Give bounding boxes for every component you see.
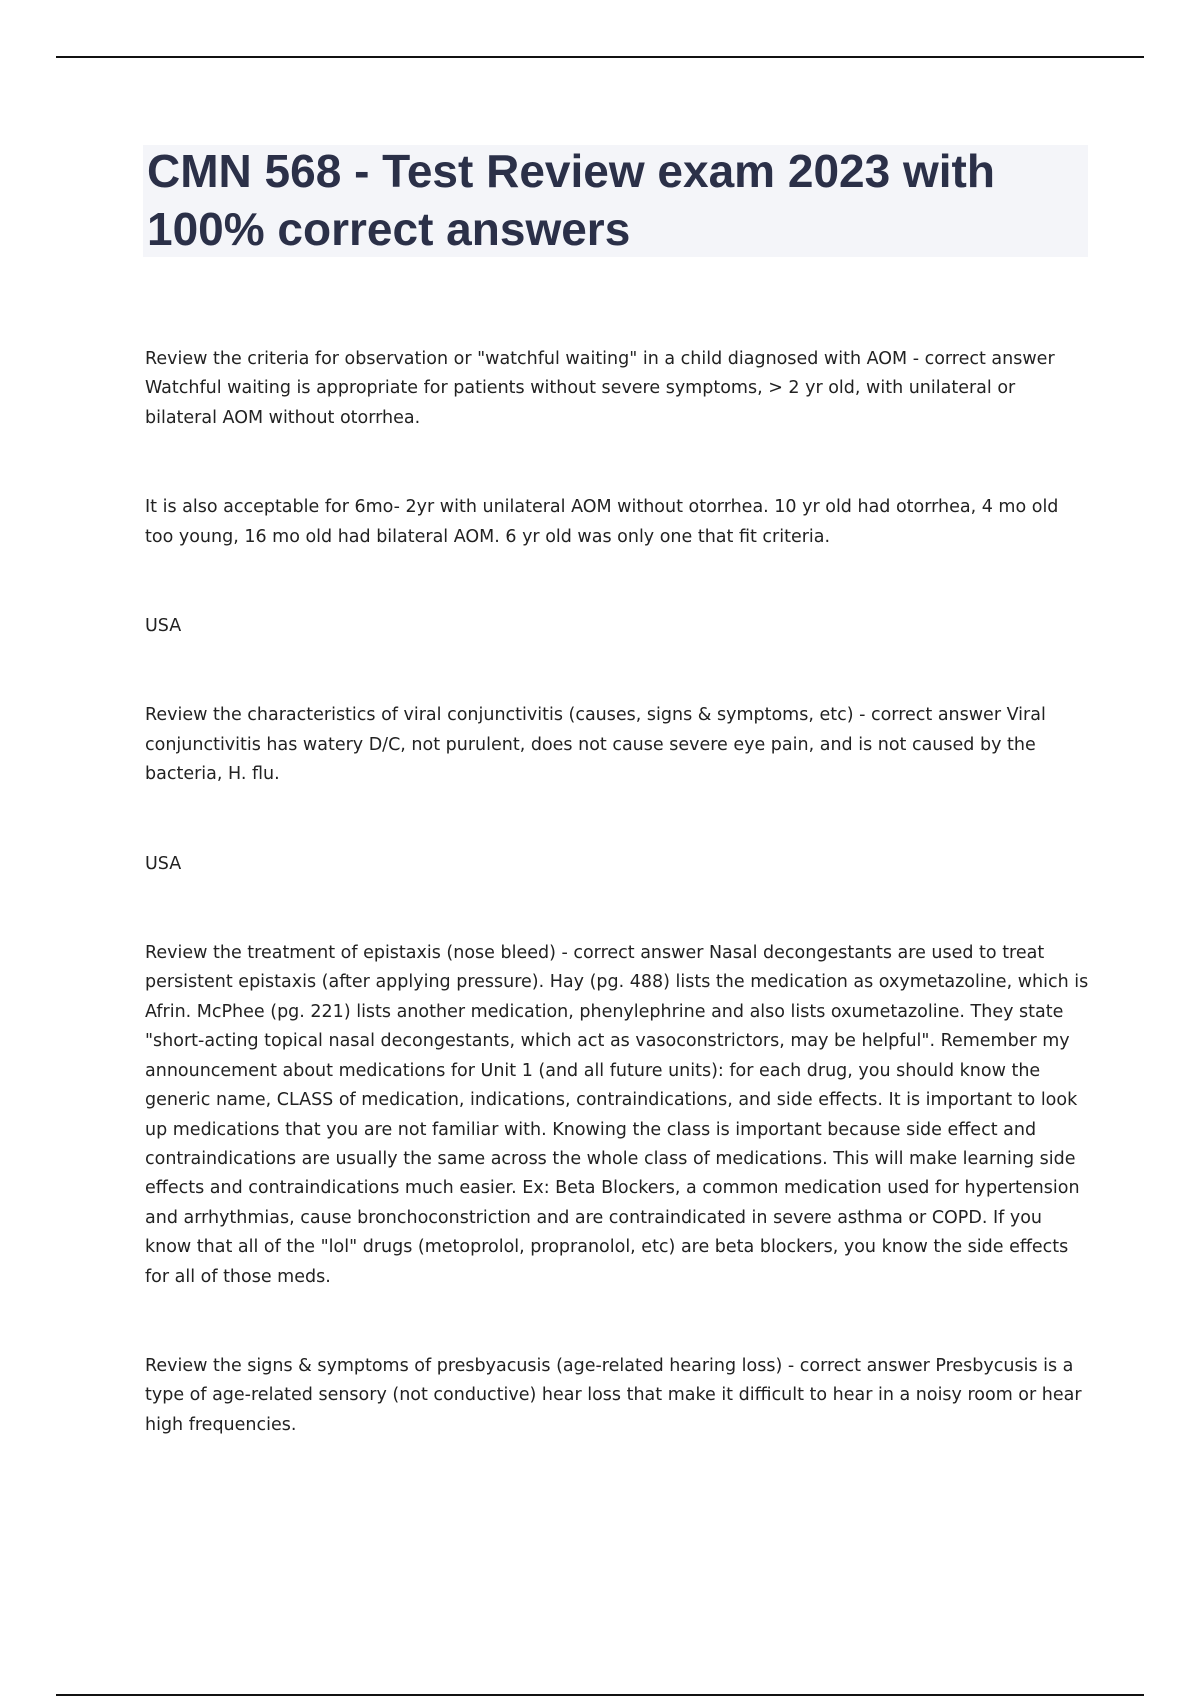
paragraph-aom-criteria: Review the criteria for observation or "watchful waiting" in a child diagnosed with AOM - correct answer Watchful waiting is appropriate for patients without severe symptoms, > 2 yr old, with unilateral or bilateral AOM without otorrhea. — [145, 349, 1055, 428]
bottom-rule — [56, 1694, 1144, 1696]
paragraph-usa-1: USA — [145, 616, 182, 637]
top-rule — [56, 56, 1144, 58]
document-body — [145, 345, 1090, 1440]
paragraph-viral-conjunctivitis: Review the characteristics of viral conjunctivitis (causes, signs & symptoms, etc) - correct answer Viral conjunctivitis has watery D/C, not purulent, does not cause severe eye pain, and is not caused by the bacteria, H. flu. — [145, 705, 1046, 785]
paragraph-presbyacusis: Review the signs & symptoms of presbyacusis (age-related hearing loss) - correct answer Presbycusis is a type of age-related sensory (not conductive) hear loss that make it difficult to hear in a noisy room or hear high frequencies. — [145, 1355, 1082, 1435]
paragraph-epistaxis: Review the treatment of epistaxis (nose bleed) - correct answer Nasal decongestants are used to treat persistent epistaxis (after applying pressure). Hay (pg. 488) lists the medication as oxymetazoline, which is Afrin. McPhee (pg. 221) lists another medication, phenylephrine and also lists oxumetazoline. They state "short-acting topical nasal decongestants, which act as vasoconstrictors, may be helpful". Remember my announcement about medications for Unit 1 (and all future units): for each drug, you should know the generic name, CLASS of medication, indications, contraindications, and side effects. It is important to look up medications that you are not familiar with. Knowing the class is important because side effect and contraindications are usually the same across the whole class of medications. This will make learning side effects and contraindications much easier. Ex: Beta Blockers, a common medication used for hypertension and arrhythmias, cause bronchoconstriction and are contraindicated in severe asthma or COPD. If you know that all of the "lol" drugs (metoprolol, propranolol, etc) are beta blockers, you know the side effects for all of those meds. — [145, 943, 1089, 1287]
document-title: CMN 568 - Test Review exam 2023 with 100% correct answers — [147, 145, 995, 255]
paragraph-usa-2: USA — [145, 853, 182, 874]
paragraph-aom-details: It is also acceptable for 6mo- 2yr with unilateral AOM without otorrhea. 10 yr old had otorrhea, 4 mo old too young, 16 mo old had bilateral AOM. 6 yr old was only one that fit criteria. — [145, 497, 1059, 547]
